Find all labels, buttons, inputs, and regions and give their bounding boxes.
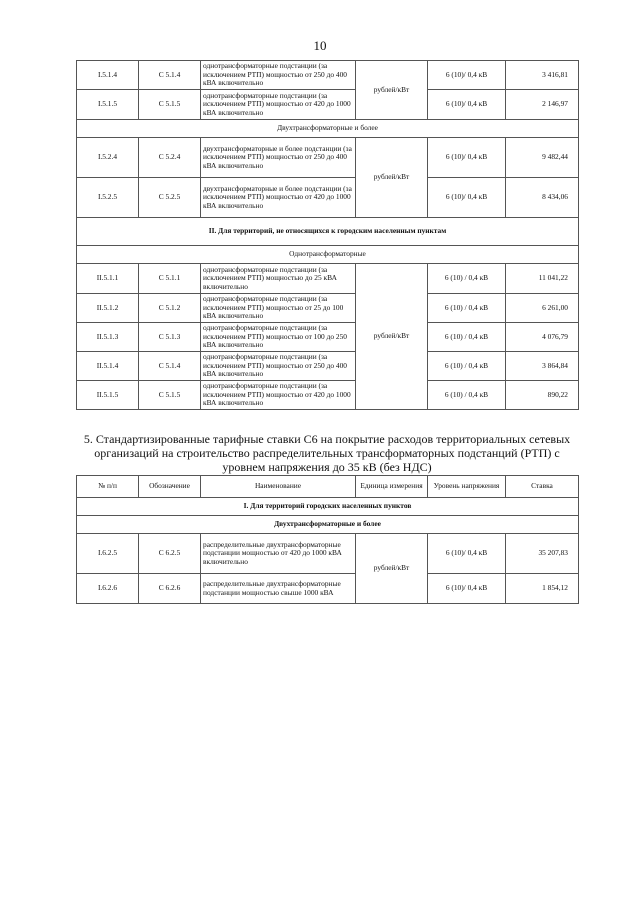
row-voltage: 6 (10)/ 0,4 кВ [428, 574, 506, 604]
row-rate: 4 076,79 [506, 323, 579, 352]
row-name: однотрансформаторные подстанции (за исключением РТП) мощностью от 250 до 400 кВА включительно [201, 352, 356, 381]
row-rate: 2 146,97 [506, 90, 579, 120]
row-voltage: 6 (10) / 0,4 кВ [428, 323, 506, 352]
row-unit: рублей/кВт [356, 138, 428, 218]
header-name: Наименование [201, 476, 356, 498]
row-name: однотрансформаторные подстанции (за исключением РТП) мощностью от 250 до 400 кВА включительно [201, 61, 356, 90]
table-row [77, 90, 579, 120]
table-row [77, 534, 579, 574]
header-voltage: Уровень напряжения [428, 476, 506, 498]
row-voltage: 6 (10)/ 0,4 кВ [428, 138, 506, 178]
row-code: С 5.1.2 [139, 294, 201, 323]
row-name: двухтрансформаторные и более подстанции (за исключением РТП) мощностью от 250 до 400 кВА включительно [201, 138, 356, 178]
row-rate: 11 041,22 [506, 264, 579, 294]
row-number: II.5.1.2 [77, 294, 139, 323]
row-voltage: 6 (10) / 0,4 кВ [428, 381, 506, 410]
row-code: С 5.1.5 [139, 381, 201, 410]
subsection-title: Двухтрансформаторные и более [77, 120, 579, 138]
row-number: II.5.1.4 [77, 352, 139, 381]
row-number: I.6.2.6 [77, 574, 139, 604]
row-code: С 5.1.3 [139, 323, 201, 352]
subsection-title: Двухтрансформаторные и более [77, 516, 579, 534]
row-unit: рублей/кВт [356, 534, 428, 604]
subsection-row [77, 120, 579, 138]
header-code: Обозначение [139, 476, 201, 498]
table-row [77, 138, 579, 178]
table-row [77, 352, 579, 381]
row-name: двухтрансформаторные и более подстанции (за исключением РТП) мощностью от 420 до 1000 кВА включительно [201, 178, 356, 218]
row-unit: рублей/кВт [356, 61, 428, 120]
row-number: II.5.1.3 [77, 323, 139, 352]
row-code: С 6.2.5 [139, 534, 201, 574]
row-number: I.5.2.4 [77, 138, 139, 178]
section-title: I. Для территорий городских населенных пунктов [77, 498, 579, 516]
subsection-row [77, 246, 579, 264]
row-voltage: 6 (10)/ 0,4 кВ [428, 534, 506, 574]
row-voltage: 6 (10)/ 0,4 кВ [428, 61, 506, 90]
row-rate: 9 482,44 [506, 138, 579, 178]
table-row [77, 178, 579, 218]
section-row [77, 218, 579, 246]
row-number: I.6.2.5 [77, 534, 139, 574]
row-name: однотрансформаторные подстанции (за исключением РТП) мощностью до 25 кВА включительно [201, 264, 356, 294]
section-title: II. Для территорий, не относящихся к городским населенным пунктам [77, 218, 579, 246]
row-number: I.5.1.5 [77, 90, 139, 120]
table-row [77, 294, 579, 323]
subsection-title: Однотрансформаторные [77, 246, 579, 264]
row-name: распределительные двухтрансформаторные подстанции мощностью свыше 1000 кВА [201, 574, 356, 604]
table-row [77, 574, 579, 604]
table-row [77, 381, 579, 410]
row-rate: 890,22 [506, 381, 579, 410]
row-rate: 8 434,06 [506, 178, 579, 218]
row-code: С 6.2.6 [139, 574, 201, 604]
row-number: II.5.1.5 [77, 381, 139, 410]
table-row [77, 264, 579, 294]
row-rate: 6 261,00 [506, 294, 579, 323]
row-number: I.5.1.4 [77, 61, 139, 90]
header-row [77, 476, 579, 498]
header-unit: Единица измерения [356, 476, 428, 498]
row-code: С 5.1.4 [139, 352, 201, 381]
tariff-table-c6 [76, 475, 579, 604]
row-code: С 5.1.4 [139, 61, 201, 90]
page-number: 10 [313, 38, 327, 53]
row-voltage: 6 (10) / 0,4 кВ [428, 264, 506, 294]
row-rate: 3 864,84 [506, 352, 579, 381]
row-number: II.5.1.1 [77, 264, 139, 294]
tariff-table-c5 [76, 60, 579, 410]
row-code: С 5.1.5 [139, 90, 201, 120]
row-voltage: 6 (10) / 0,4 кВ [428, 352, 506, 381]
table-row [77, 61, 579, 90]
row-unit: рублей/кВт [356, 264, 428, 410]
subsection-row [77, 516, 579, 534]
table-row [77, 323, 579, 352]
header-rate: Ставка [506, 476, 579, 498]
row-name: однотрансформаторные подстанции (за исключением РТП) мощностью от 100 до 250 кВА включительно [201, 323, 356, 352]
row-name: однотрансформаторные подстанции (за исключением РТП) мощностью от 420 до 1000 кВА включительно [201, 90, 356, 120]
header-number: № п/п [77, 476, 139, 498]
row-code: С 5.2.4 [139, 138, 201, 178]
row-name: однотрансформаторные подстанции (за исключением РТП) мощностью от 420 до 1000 кВА включительно [201, 381, 356, 410]
row-voltage: 6 (10)/ 0,4 кВ [428, 90, 506, 120]
row-number: I.5.2.5 [77, 178, 139, 218]
row-code: С 5.2.5 [139, 178, 201, 218]
section-row [77, 498, 579, 516]
section-heading: 5. Стандартизированные тарифные ставки С6 на покрытие расходов территориальных сетевых организаций на строительство распределительных трансформаторных подстанций (РТП) с уровнем напряжения до 35 кВ (без НДС) [83, 432, 571, 474]
row-code: С 5.1.1 [139, 264, 201, 294]
row-voltage: 6 (10) / 0,4 кВ [428, 294, 506, 323]
row-rate: 35 207,83 [506, 534, 579, 574]
row-rate: 1 854,12 [506, 574, 579, 604]
row-name: распределительные двухтрансформаторные подстанции мощностью от 420 до 1000 кВА включительно [201, 534, 356, 574]
row-voltage: 6 (10)/ 0,4 кВ [428, 178, 506, 218]
row-name: однотрансформаторные подстанции (за исключением РТП) мощностью от 25 до 100 кВА включительно [201, 294, 356, 323]
row-rate: 3 416,81 [506, 61, 579, 90]
